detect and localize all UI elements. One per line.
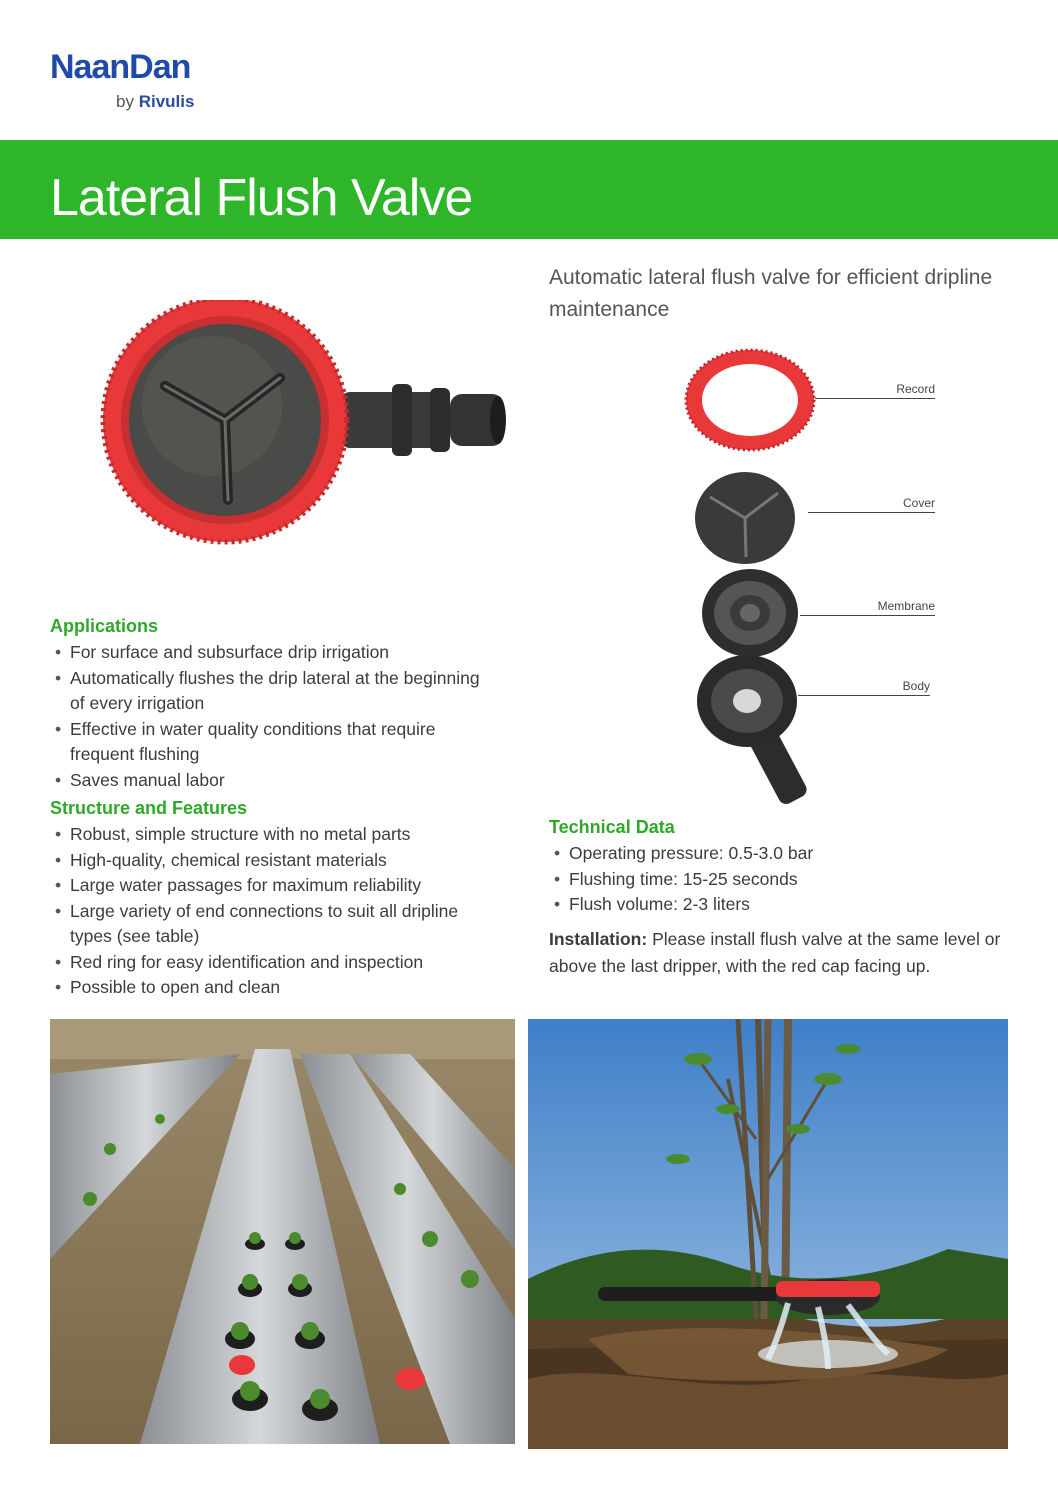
field-photo <box>50 1019 515 1444</box>
structure-heading: Structure and Features <box>50 798 248 818</box>
flushing-photo <box>528 1019 1008 1449</box>
applications-heading: Applications <box>50 616 159 636</box>
installation-note <box>549 926 1019 980</box>
installation-text: Please install flush valve at the same level or above the last dripper, with the red cap facing up. <box>549 929 1001 976</box>
list-item: • Possible to open and clean <box>50 975 470 1001</box>
part-label-record: Record <box>896 382 935 396</box>
brand-parent <box>116 92 194 112</box>
installation-label: Installation: <box>549 929 648 949</box>
applications-list <box>50 640 490 793</box>
part-leader-record <box>815 398 935 399</box>
brand-logo <box>50 48 190 87</box>
brand-name-part2: Dan <box>129 48 191 86</box>
brand-parent-name: Rivulis <box>138 92 195 111</box>
list-item: • Large variety of end connections to suit all dripline types (see table) <box>50 899 470 950</box>
list-item: • Saves manual labor <box>50 768 490 794</box>
list-item: • Large water passages for maximum reliability <box>50 873 470 899</box>
brand-by: by <box>116 92 134 111</box>
brand-name-part1: Naan <box>50 48 130 86</box>
product-image <box>100 300 520 600</box>
structure-list <box>50 822 470 1001</box>
technical-heading: Technical Data <box>549 817 675 837</box>
list-item: • For surface and subsurface drip irrigation <box>50 640 490 666</box>
list-item: • High-quality, chemical resistant materials <box>50 848 470 874</box>
list-item: • Robust, simple structure with no metal parts <box>50 822 470 848</box>
list-item: • Red ring for easy identification and inspection <box>50 950 470 976</box>
part-leader-body <box>798 695 930 696</box>
page-subtitle: Automatic lateral flush valve for efficient dripline maintenance <box>549 266 993 321</box>
list-item: • Operating pressure: 0.5-3.0 bar <box>549 841 1009 867</box>
list-item: • Flushing time: 15-25 seconds <box>549 867 1009 893</box>
part-label-body: Body <box>902 679 930 693</box>
list-item: • Automatically flushes the drip lateral at the beginning of every irrigation <box>50 666 490 717</box>
part-label-cover: Cover <box>902 496 935 510</box>
list-item: • Effective in water quality conditions that require frequent flushing <box>50 717 490 768</box>
page-title: Lateral Flush Valve <box>50 169 473 227</box>
technical-list <box>549 841 1009 918</box>
part-label-membrane: Membrane <box>877 599 935 613</box>
part-leader-cover <box>808 512 935 513</box>
part-leader-membrane <box>800 615 935 616</box>
list-item: • Flush volume: 2-3 liters <box>549 892 1009 918</box>
exploded-parts-diagram <box>680 345 950 825</box>
